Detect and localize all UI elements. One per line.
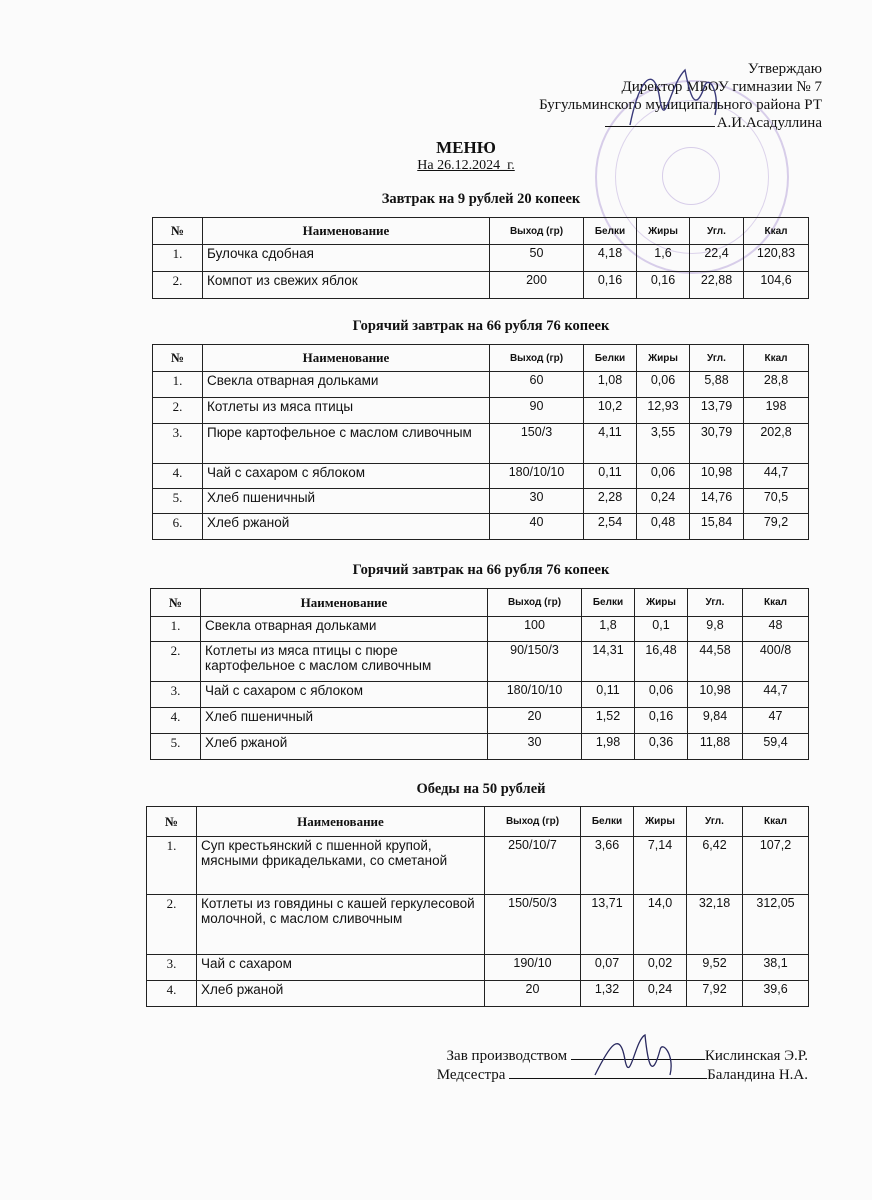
col-output: Выход (гр) [485, 807, 581, 837]
row-name: Котлеты из говядины с кашей геркулесовой молочной, с маслом сливочным [197, 895, 485, 955]
row-name: Хлеб ржаной [197, 981, 485, 1007]
row-kcal: 104,6 [744, 272, 809, 299]
row-protein: 4,11 [584, 424, 637, 464]
menu-table-4 [146, 806, 809, 1007]
col-fat: Жиры [635, 589, 688, 617]
row-fat: 0,1 [635, 617, 688, 642]
table-row [147, 981, 809, 1007]
col-carbs: Угл. [690, 345, 744, 372]
row-kcal: 48 [743, 617, 809, 642]
approval-line-2: Директор МБОУ гимназии № 7 [621, 79, 822, 95]
row-output: 20 [485, 981, 581, 1007]
row-no: 1. [153, 372, 203, 398]
col-no: № [147, 807, 197, 837]
menu-date: На 26.12.2024_г. [417, 158, 515, 173]
col-output: Выход (гр) [490, 345, 584, 372]
col-no: № [153, 345, 203, 372]
row-no: 3. [151, 682, 201, 708]
row-no: 4. [147, 981, 197, 1007]
row-no: 2. [151, 642, 201, 682]
production-label: Зав производством [446, 1048, 568, 1064]
table-row [147, 955, 809, 981]
row-fat: 0,06 [637, 464, 690, 489]
table-row [151, 708, 809, 734]
nurse-label: Медсестра [436, 1067, 506, 1083]
row-kcal: 59,4 [743, 734, 809, 760]
row-fat: 0,16 [637, 272, 690, 299]
row-carbs: 32,18 [687, 895, 743, 955]
row-kcal: 39,6 [743, 981, 809, 1007]
director-signature [610, 55, 730, 145]
row-no: 4. [153, 464, 203, 489]
row-kcal: 47 [743, 708, 809, 734]
row-protein: 4,18 [584, 245, 637, 272]
row-name: Суп крестьянский с пшенной крупой, мясными фрикадельками, со сметаной [197, 837, 485, 895]
row-carbs: 13,79 [690, 398, 744, 424]
row-fat: 0,24 [637, 489, 690, 514]
row-output: 180/10/10 [488, 682, 582, 708]
production-name: Кислинская Э.Р. [704, 1048, 808, 1064]
row-output: 190/10 [485, 955, 581, 981]
row-name: Пюре картофельное с маслом сливочным [203, 424, 490, 464]
row-protein: 3,66 [581, 837, 634, 895]
row-fat: 7,14 [634, 837, 687, 895]
row-output: 90/150/3 [488, 642, 582, 682]
row-fat: 0,06 [637, 372, 690, 398]
row-kcal: 28,8 [744, 372, 809, 398]
col-kcal: Ккал [743, 807, 809, 837]
row-fat: 3,55 [637, 424, 690, 464]
row-no: 2. [147, 895, 197, 955]
row-kcal: 107,2 [743, 837, 809, 895]
row-no: 6. [153, 514, 203, 540]
row-protein: 2,28 [584, 489, 637, 514]
row-carbs: 11,88 [688, 734, 743, 760]
row-name: Чай с сахаром с яблоком [203, 464, 490, 489]
row-no: 3. [147, 955, 197, 981]
row-name: Булочка сдобная [203, 245, 490, 272]
row-carbs: 5,88 [690, 372, 744, 398]
row-no: 1. [153, 245, 203, 272]
row-protein: 0,16 [584, 272, 637, 299]
row-name: Хлеб ржаной [201, 734, 488, 760]
col-protein: Белки [582, 589, 635, 617]
col-no: № [151, 589, 201, 617]
row-name: Чай с сахаром [197, 955, 485, 981]
row-output: 250/10/7 [485, 837, 581, 895]
row-fat: 14,0 [634, 895, 687, 955]
row-carbs: 9,52 [687, 955, 743, 981]
nurse-name: Баландина Н.А. [707, 1067, 808, 1083]
col-fat: Жиры [637, 218, 690, 245]
row-carbs: 15,84 [690, 514, 744, 540]
section-title-4: Обеды на 50 рублей [416, 781, 546, 797]
row-no: 2. [153, 272, 203, 299]
row-output: 100 [488, 617, 582, 642]
row-fat: 1,6 [637, 245, 690, 272]
row-no: 2. [153, 398, 203, 424]
row-output: 180/10/10 [490, 464, 584, 489]
row-no: 3. [153, 424, 203, 464]
row-fat: 0,48 [637, 514, 690, 540]
row-name: Котлеты из мяса птицы [203, 398, 490, 424]
approval-line-1: Утверждаю [747, 61, 822, 77]
table-row [153, 272, 809, 299]
row-carbs: 10,98 [688, 682, 743, 708]
row-carbs: 44,58 [688, 642, 743, 682]
row-name: Хлеб пшеничный [201, 708, 488, 734]
row-kcal: 44,7 [743, 682, 809, 708]
col-output: Выход (гр) [488, 589, 582, 617]
row-fat: 0,02 [634, 955, 687, 981]
row-kcal: 400/8 [743, 642, 809, 682]
table-row [153, 372, 809, 398]
row-protein: 13,71 [581, 895, 634, 955]
row-protein: 0,07 [581, 955, 634, 981]
row-protein: 2,54 [584, 514, 637, 540]
col-protein: Белки [584, 218, 637, 245]
row-protein: 1,52 [582, 708, 635, 734]
row-output: 150/3 [490, 424, 584, 464]
row-protein: 10,2 [584, 398, 637, 424]
row-carbs: 9,8 [688, 617, 743, 642]
col-name: Наименование [203, 345, 490, 372]
col-carbs: Угл. [690, 218, 744, 245]
row-carbs: 10,98 [690, 464, 744, 489]
row-name: Хлеб пшеничный [203, 489, 490, 514]
row-kcal: 202,8 [744, 424, 809, 464]
menu-table-2 [152, 344, 809, 540]
table-row [153, 514, 809, 540]
row-carbs: 30,79 [690, 424, 744, 464]
row-carbs: 22,88 [690, 272, 744, 299]
col-fat: Жиры [637, 345, 690, 372]
col-protein: Белки [584, 345, 637, 372]
production-signature [590, 1025, 690, 1095]
row-protein: 1,98 [582, 734, 635, 760]
col-protein: Белки [581, 807, 634, 837]
row-protein: 0,11 [584, 464, 637, 489]
table-row [153, 398, 809, 424]
row-name: Свекла отварная дольками [201, 617, 488, 642]
menu-table-1 [152, 217, 809, 299]
col-name: Наименование [203, 218, 490, 245]
menu-table-3 [150, 588, 809, 760]
table-row [151, 642, 809, 682]
row-fat: 12,93 [637, 398, 690, 424]
row-output: 40 [490, 514, 584, 540]
col-carbs: Угл. [687, 807, 743, 837]
row-no: 4. [151, 708, 201, 734]
director-name: А.И.Асадуллина [716, 115, 822, 131]
row-output: 30 [488, 734, 582, 760]
col-output: Выход (гр) [490, 218, 584, 245]
row-fat: 16,48 [635, 642, 688, 682]
col-name: Наименование [201, 589, 488, 617]
table-row [147, 837, 809, 895]
row-carbs: 14,76 [690, 489, 744, 514]
table-row [151, 734, 809, 760]
row-kcal: 120,83 [744, 245, 809, 272]
row-protein: 0,11 [582, 682, 635, 708]
table-row [147, 895, 809, 955]
row-no: 5. [151, 734, 201, 760]
row-output: 90 [490, 398, 584, 424]
row-protein: 1,8 [582, 617, 635, 642]
section-title-2: Горячий завтрак на 66 рубля 76 копеек [352, 318, 610, 334]
row-fat: 0,16 [635, 708, 688, 734]
row-output: 60 [490, 372, 584, 398]
row-kcal: 79,2 [744, 514, 809, 540]
row-no: 5. [153, 489, 203, 514]
col-fat: Жиры [634, 807, 687, 837]
row-carbs: 7,92 [687, 981, 743, 1007]
row-fat: 0,36 [635, 734, 688, 760]
col-name: Наименование [197, 807, 485, 837]
row-kcal: 70,5 [744, 489, 809, 514]
row-fat: 0,24 [634, 981, 687, 1007]
row-output: 200 [490, 272, 584, 299]
row-kcal: 312,05 [743, 895, 809, 955]
row-kcal: 198 [744, 398, 809, 424]
row-name: Котлеты из мяса птицы с пюре картофельное с маслом сливочным [201, 642, 488, 682]
row-output: 50 [490, 245, 584, 272]
table-row [153, 489, 809, 514]
table-row [151, 617, 809, 642]
row-fat: 0,06 [635, 682, 688, 708]
row-no: 1. [151, 617, 201, 642]
page-title: МЕНЮ [436, 138, 496, 157]
row-carbs: 9,84 [688, 708, 743, 734]
row-name: Компот из свежих яблок [203, 272, 490, 299]
row-kcal: 38,1 [743, 955, 809, 981]
row-carbs: 6,42 [687, 837, 743, 895]
row-output: 150/50/3 [485, 895, 581, 955]
row-output: 30 [490, 489, 584, 514]
section-title-3: Горячий завтрак на 66 рубля 76 копеек [352, 562, 610, 578]
row-name: Свекла отварная дольками [203, 372, 490, 398]
col-no: № [153, 218, 203, 245]
row-kcal: 44,7 [744, 464, 809, 489]
table-row [153, 245, 809, 272]
col-carbs: Угл. [688, 589, 743, 617]
table-row [153, 464, 809, 489]
col-kcal: Ккал [744, 218, 809, 245]
row-output: 20 [488, 708, 582, 734]
section-title-1: Завтрак на 9 рублей 20 копеек [381, 191, 581, 207]
row-protein: 1,08 [584, 372, 637, 398]
row-carbs: 22,4 [690, 245, 744, 272]
row-protein: 1,32 [581, 981, 634, 1007]
row-protein: 14,31 [582, 642, 635, 682]
approval-line-3: Бугульминского муниципального района РТ [539, 97, 822, 113]
row-no: 1. [147, 837, 197, 895]
col-kcal: Ккал [744, 345, 809, 372]
table-row [153, 424, 809, 464]
table-row [151, 682, 809, 708]
row-name: Чай с сахаром с яблоком [201, 682, 488, 708]
row-name: Хлеб ржаной [203, 514, 490, 540]
col-kcal: Ккал [743, 589, 809, 617]
